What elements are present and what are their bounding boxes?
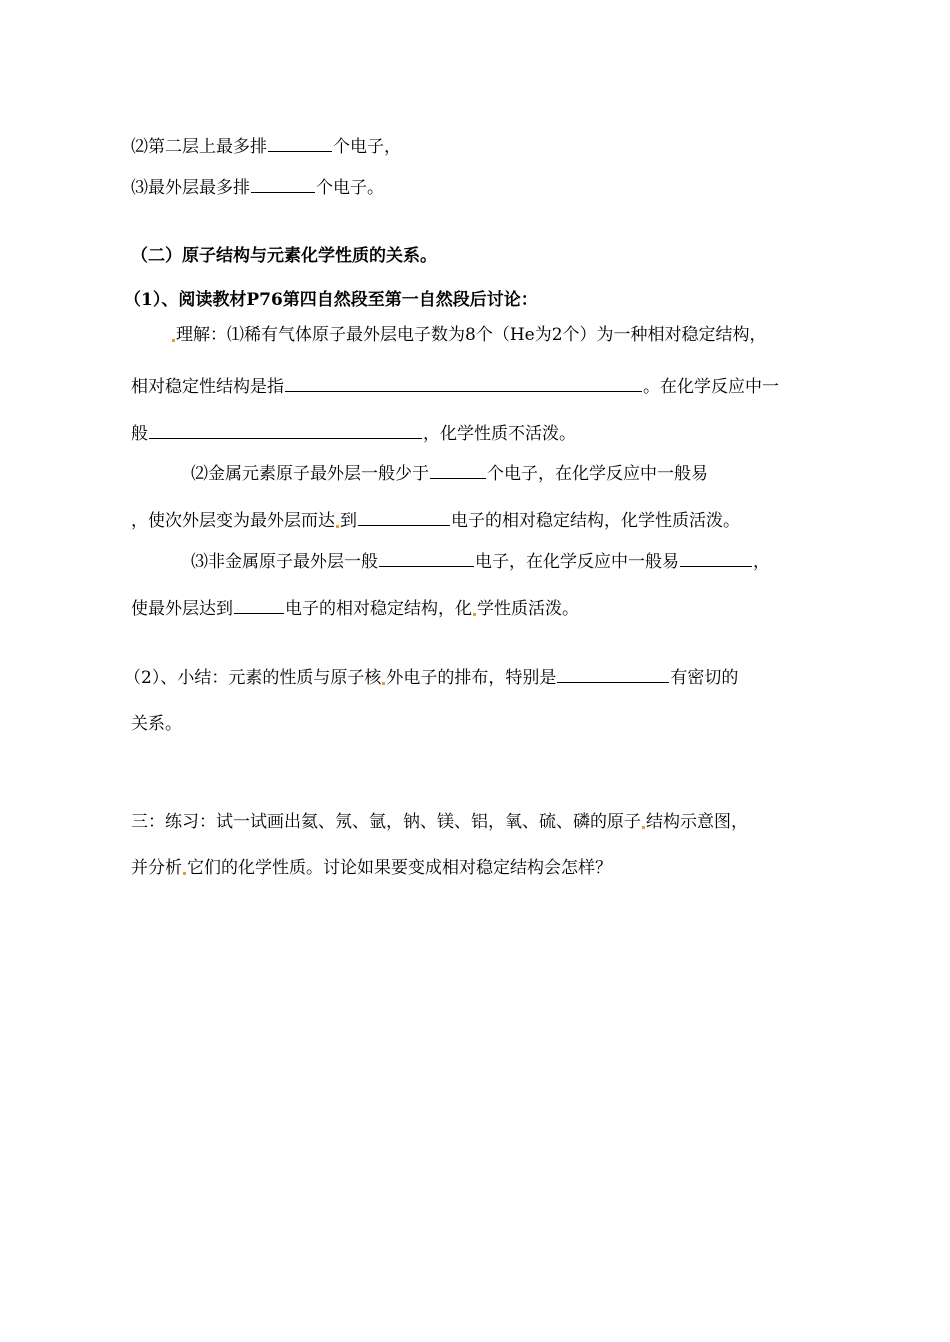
text: 结构示意图， <box>646 812 748 832</box>
text: 个电子。 <box>316 178 384 198</box>
answer-blank[interactable] <box>680 550 752 567</box>
p2-line-a <box>191 462 708 485</box>
q1-line-3 <box>131 176 384 199</box>
answer-blank[interactable] <box>149 422 422 439</box>
p2-line-b <box>131 509 740 532</box>
p1-line-b <box>131 375 779 398</box>
text: 相对稳定性结构是指 <box>131 377 284 397</box>
text: 学性质活泼。 <box>477 599 579 619</box>
summary-line-b: 关系。 <box>131 714 182 734</box>
text: 到 <box>340 511 357 531</box>
summary-line-a <box>124 666 738 689</box>
emphasis-dot <box>183 872 186 875</box>
text: ⑶最外层最多排 <box>131 178 250 198</box>
exercise-line-a <box>131 811 748 833</box>
text: ⑵第二层上最多排 <box>131 137 267 157</box>
emphasis-dot <box>473 613 476 616</box>
answer-blank[interactable] <box>285 375 642 392</box>
text: 使最外层达到 <box>131 599 233 619</box>
text: 电子的相对稳定结构，化学性质活泼。 <box>451 511 740 531</box>
answer-blank[interactable] <box>234 597 284 614</box>
text: （2）、小结：元素的性质与原子核 <box>124 668 382 688</box>
text: 理解：⑴稀有气体原子最外层电子数为8个（He为2个）为一种相对稳定结构， <box>176 325 767 345</box>
answer-blank[interactable] <box>358 509 450 526</box>
text: 个电子， <box>333 137 401 157</box>
text: 它们的化学性质。讨论如果要变成相对稳定结构会怎样？ <box>187 858 612 878</box>
text: ⑵金属元素原子最外层一般少于 <box>191 464 429 484</box>
section2-sub1: （1）、阅读教材P76第四自然段至第一自然段后讨论： <box>124 290 538 310</box>
text: 。在化学反应中一 <box>643 377 779 397</box>
section2-heading: （二）原子结构与元素化学性质的关系。 <box>131 246 437 266</box>
p1-line-a <box>171 324 767 346</box>
text: 个电子，在化学反应中一般易 <box>487 464 708 484</box>
exercise-line-b <box>131 857 612 879</box>
text: 有密切的 <box>670 668 739 688</box>
text: ⑶非金属原子最外层一般 <box>191 552 378 572</box>
answer-blank[interactable] <box>430 462 486 479</box>
emphasis-dot <box>642 826 645 829</box>
text: ，化学性质不活泼。 <box>423 424 576 444</box>
p3-line-b <box>131 597 579 620</box>
answer-blank[interactable] <box>268 135 332 152</box>
text: 外电子的排布，特别是 <box>386 668 557 688</box>
text: ， <box>753 552 770 572</box>
text: 三：练习：试一试画出氦、氖、氩，钠、镁、铝，氧、硫、磷的原子 <box>131 812 641 832</box>
answer-blank[interactable] <box>379 550 474 567</box>
text: 电子，在化学反应中一般易 <box>475 552 679 572</box>
p1-line-c <box>131 422 576 445</box>
emphasis-dot <box>382 682 385 685</box>
text: 般 <box>131 424 148 444</box>
p3-line-a <box>191 550 770 573</box>
answer-blank[interactable] <box>557 666 669 683</box>
text: 电子的相对稳定结构，化 <box>285 599 472 619</box>
answer-blank[interactable] <box>251 176 315 193</box>
text: ，使次外层变为最外层而达 <box>131 511 335 531</box>
emphasis-dot <box>172 339 175 342</box>
text: 并分析 <box>131 858 182 878</box>
q1-line-2 <box>131 135 401 158</box>
emphasis-dot <box>336 525 339 528</box>
